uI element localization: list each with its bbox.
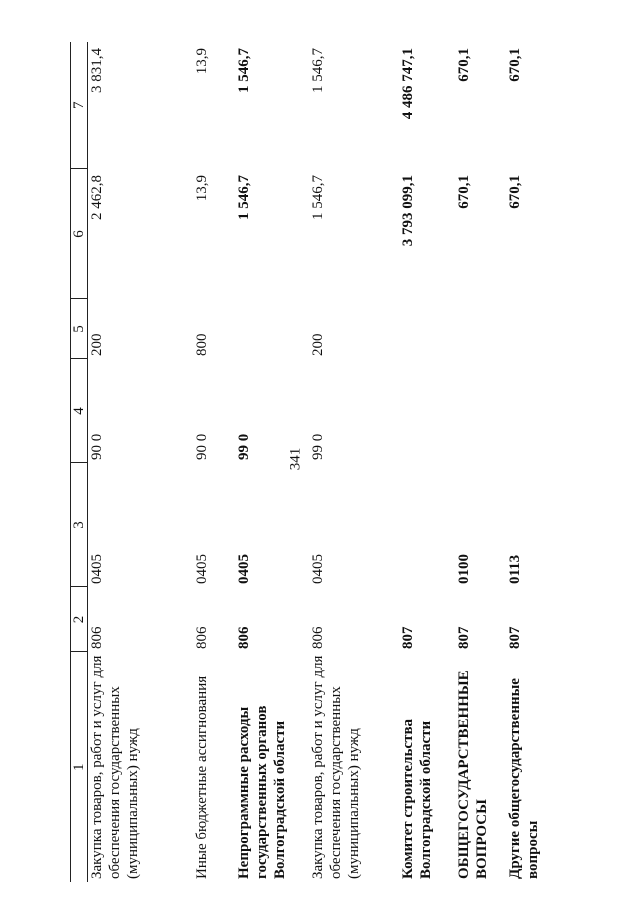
row-csr [397, 359, 453, 463]
row-sum-2: 3 831,4 [89, 48, 105, 93]
table-row [504, 42, 554, 882]
row-name: Закупка товаров, работ и услуг для обеспечения государственных (муниципальных) нужд [89, 655, 141, 879]
row-vr [397, 299, 453, 359]
row-csr: 99 0 [235, 433, 252, 460]
row-rz-pr: 0100 [455, 554, 472, 584]
row-sum-1: 2 462,8 [89, 175, 105, 220]
row-rz-pr: 0405 [89, 554, 105, 584]
row-vr: 200 [89, 333, 105, 356]
row-grbs: 806 [193, 626, 210, 649]
column-number-6: 6 [71, 169, 88, 299]
row-vr: 200 [309, 333, 326, 356]
row-grbs: 807 [455, 626, 472, 649]
row-csr: 90 0 [89, 433, 105, 460]
row-sum-2: 13,9 [193, 48, 210, 75]
row-grbs: 806 [309, 626, 326, 649]
table-row [88, 42, 191, 882]
column-number-1: 1 [71, 652, 88, 882]
row-vr [504, 299, 554, 359]
row-sum-2: 1 546,7 [309, 48, 326, 93]
rotated-sheet [70, 42, 610, 882]
row-sum-1: 13,9 [193, 175, 210, 202]
row-sum-1: 670,1 [455, 175, 472, 209]
row-vr [233, 299, 307, 359]
table-row [307, 42, 397, 882]
row-grbs: 806 [235, 626, 252, 649]
row-rz-pr: 0405 [193, 554, 210, 584]
row-vr: 800 [193, 333, 210, 356]
row-rz-pr: 0405 [309, 554, 326, 584]
row-sum-2: 670,1 [506, 48, 523, 82]
row-sum-2: 4 486 747,1 [399, 48, 416, 120]
row-sum-2: 670,1 [455, 48, 472, 82]
row-grbs: 807 [506, 626, 523, 649]
table-body [88, 42, 554, 882]
column-number-5: 5 [71, 299, 88, 359]
budget-table [70, 42, 554, 882]
row-sum-1: 1 546,7 [309, 175, 326, 220]
row-csr [504, 359, 554, 463]
page-number: 341 [287, 447, 304, 471]
row-sum-2: 1 546,7 [235, 48, 252, 93]
table-header [71, 42, 88, 882]
row-csr [453, 359, 504, 463]
column-number-4: 4 [71, 359, 88, 463]
row-vr [453, 299, 504, 359]
header-row [71, 42, 88, 882]
table-row [191, 42, 233, 882]
row-name: Иные бюджетные ассигнования [193, 675, 210, 879]
row-sum-1: 670,1 [506, 175, 523, 209]
row-name: Непрограммные расходы государственных органов Волгоградской области [235, 705, 288, 879]
row-name: ОБЩЕГОСУДАРСТВЕННЫЕ ВОПРОСЫ [455, 670, 490, 879]
row-name: Закупка товаров, работ и услуг для обеспечения государственных (муниципальных) нужд [309, 655, 362, 879]
row-rz-pr: 0405 [235, 554, 252, 584]
table-row [397, 42, 453, 882]
row-grbs: 806 [89, 626, 105, 649]
row-rz-pr: 0113 [506, 554, 523, 584]
row-sum-1: 1 546,7 [235, 175, 252, 220]
row-name: Комитет строительства Волгоградской области [399, 718, 434, 879]
table-row [233, 42, 307, 882]
column-number-7: 7 [71, 42, 88, 169]
row-csr: 99 0 [309, 433, 326, 460]
column-number-2: 2 [71, 587, 88, 652]
row-name: Другие общегосударственные вопросы [506, 678, 541, 879]
table-row [453, 42, 504, 882]
row-sum-1: 3 793 099,1 [399, 175, 416, 247]
row-grbs: 807 [399, 626, 416, 649]
row-rz-pr [397, 463, 453, 587]
column-number-3: 3 [71, 463, 88, 587]
row-csr: 90 0 [193, 433, 210, 460]
